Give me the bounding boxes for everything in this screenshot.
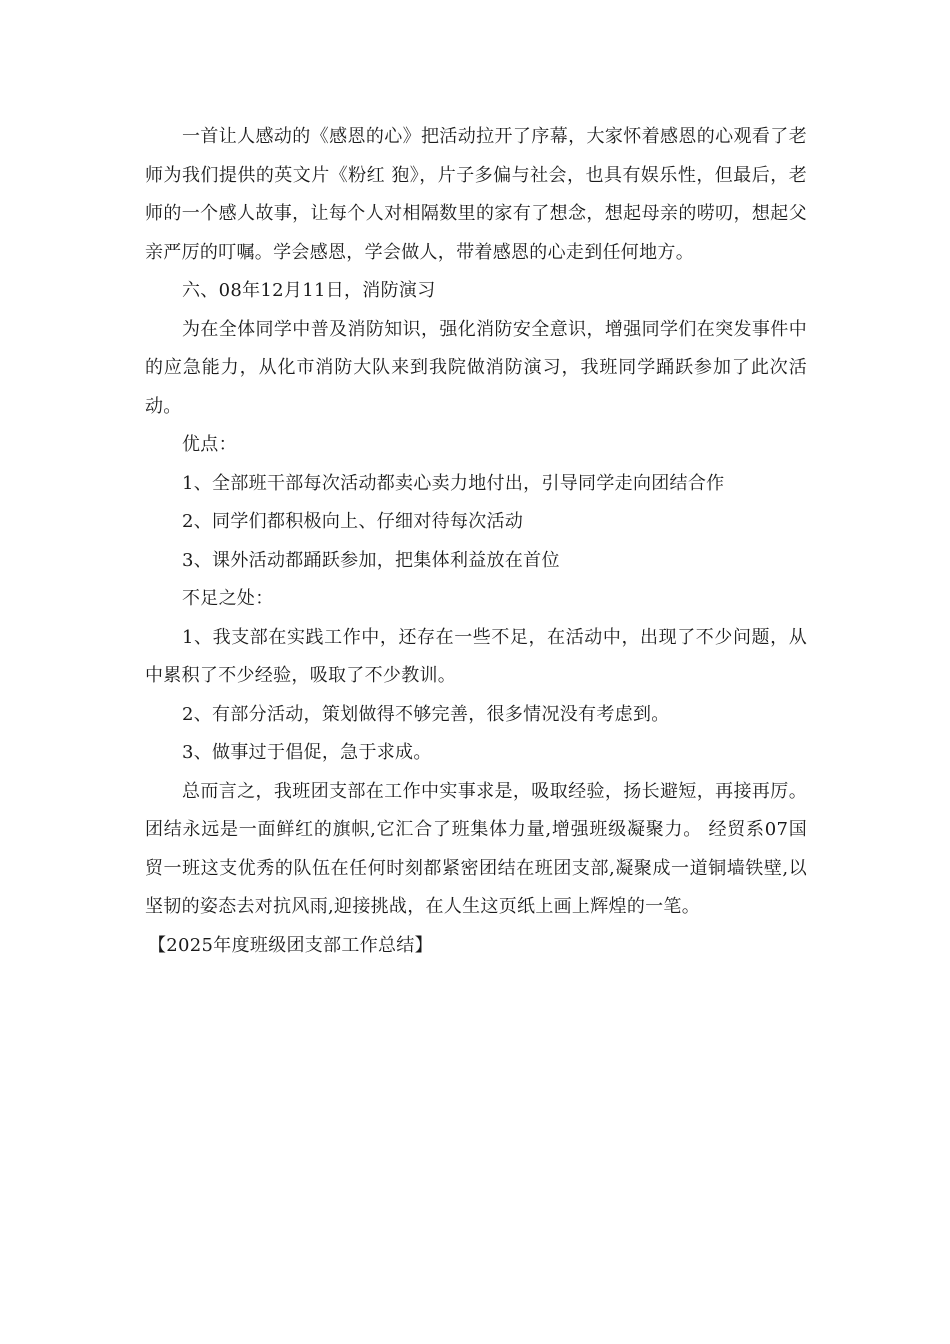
list-item-shortcoming-3: 3、做事过于倡促，急于求成。: [182, 742, 432, 763]
heading-shortcomings: 不足之处：: [182, 588, 274, 609]
document-footer-title: 【2025年度班级团支部工作总结】: [148, 934, 433, 956]
section-heading-fire-drill: 六、08年12月11日，消防演习: [182, 280, 436, 301]
list-item-shortcoming-2: 2、有部分活动，策划做得不够完善，很多情况没有考虑到。: [182, 703, 670, 725]
paragraph-fire-drill: 为在全体同学中普及消防知识，强化消防安全意识，增强同学们在突发事件中的应急能力，从化市消防大队来到我院做消防演习，我班同学踊跃参加了此次活动。: [145, 318, 807, 417]
list-item-strength-3: 3、课外活动都踊跃参加，把集体利益放在首位: [182, 549, 560, 571]
list-item-strength-2: 2、同学们都积极向上、仔细对待每次活动: [182, 511, 524, 532]
list-item-strength-1: 1、全部班干部每次活动都卖心卖力地付出，引导同学走向团结合作: [182, 472, 725, 494]
paragraph-gratitude-activity: 一首让人感动的《感恩的心》把活动拉开了序幕，大家怀着感恩的心观看了老师为我们提供的英文片《粉红 狍》，片子多偏与社会，也具有娱乐性，但最后，老师的一个感人故事，让每个人对相隔数里的家有了想念，想起母亲的唠叨，想起父亲严厉的叮嘱。学会感恩，学会做人，带着感恩的心走到任何地方。: [145, 126, 807, 263]
document-page: [145, 118, 807, 965]
paragraph-conclusion: 总而言之，我班团支部在工作中实事求是，吸取经验，扬长避短，再接再厉。团结永远是一面鲜红的旗帜,它汇合了班集体力量,增强班级凝聚力。 经贸系07国贸一班这支优秀的队伍在任何时刻都紧密团结在班团支部,凝聚成一道铜墙铁壁,以坚韧的姿态去对抗风雨,迎接挑战，在人生这页纸上画上辉煌的一笔。: [145, 780, 807, 917]
list-item-shortcoming-1: 1、我支部在实践工作中，还存在一些不足，在活动中，出现了不少问题，从中累积了不少经验，吸取了不少教训。: [145, 626, 807, 686]
heading-strengths: 优点：: [182, 434, 237, 455]
